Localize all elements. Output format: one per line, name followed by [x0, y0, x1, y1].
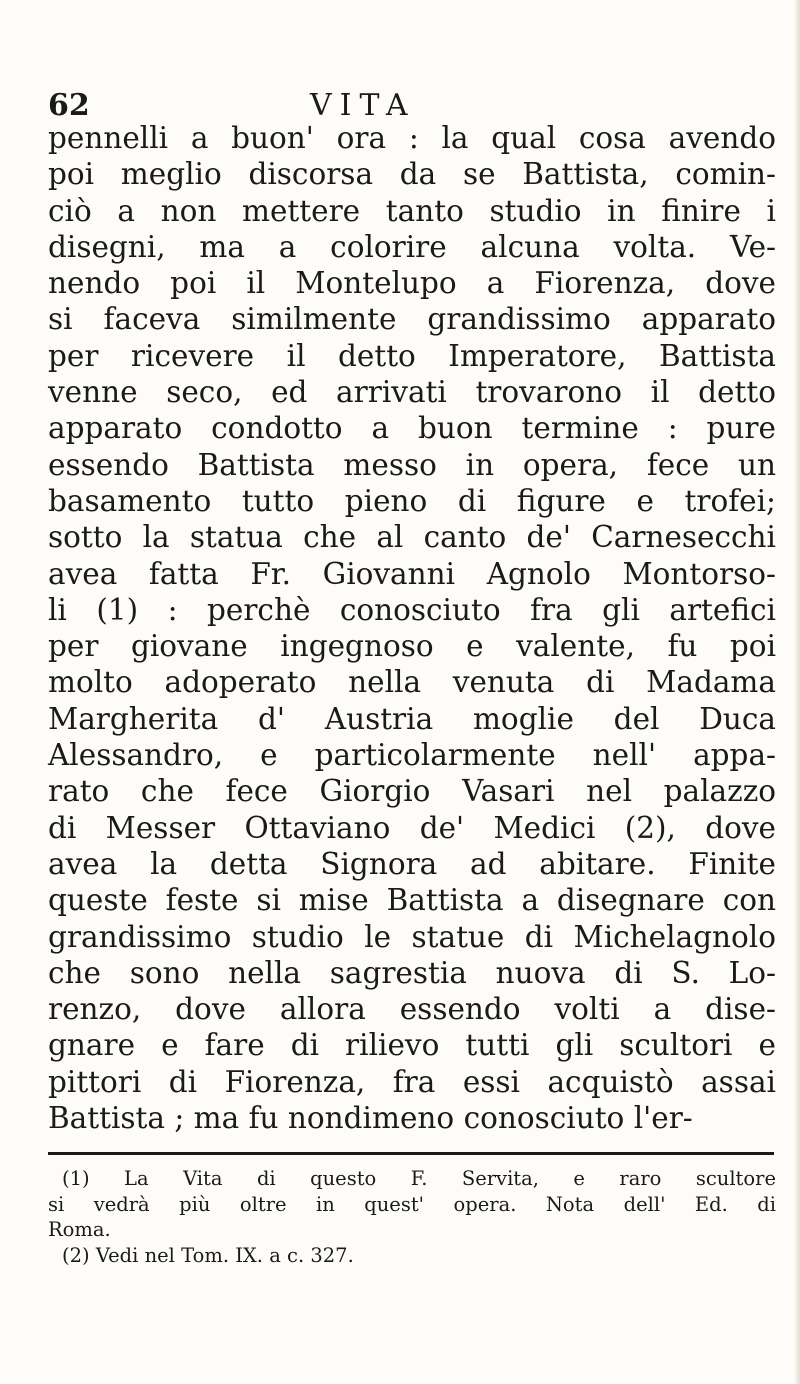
text-line: basamento tutto pieno di figure e trofei;: [48, 483, 776, 518]
page-edge: [794, 0, 800, 1384]
text-line: Battista ; ma fu nondimeno conosciuto l'er-: [48, 1101, 693, 1136]
text-line: avea fatta Fr. Giovanni Agnolo Montorso-: [48, 556, 776, 591]
text-line: essendo Battista messo in opera, fece un: [48, 447, 776, 482]
text-line: per ricevere il detto Imperatore, Battista: [48, 338, 776, 373]
footnote-2: [48, 1243, 776, 1269]
text-line: ciò a non mettere tanto studio in finire i: [48, 193, 776, 228]
footnote-1: [48, 1166, 776, 1243]
page-number: 62: [48, 88, 90, 123]
text-line: per giovane ingegnoso e valente, fu poi: [48, 629, 776, 664]
text-line: renzo, dove allora essendo volti a dise-: [48, 992, 776, 1027]
text-line: poi meglio discorsa da se Battista, comin-: [48, 157, 776, 192]
text-line: molto adoperato nella venuta di Madama: [48, 665, 776, 700]
text-line: avea la detta Signora ad abitare. Finite: [48, 846, 776, 881]
text-line: pittori di Fiorenza, fra essi acquistò assai: [48, 1064, 776, 1099]
running-title: VITA: [310, 88, 416, 123]
text-line: grandissimo studio le statue di Michelagnolo: [48, 919, 776, 954]
footnote-line: (1) La Vita di questo F. Servita, e raro scultore: [62, 1167, 776, 1190]
text-line: Margherita d' Austria moglie del Duca: [48, 701, 776, 736]
text-line: li (1) : perchè conosciuto fra gli artefici: [48, 592, 776, 627]
text-line: gnare e fare di rilievo tutti gli scultori e: [48, 1028, 776, 1063]
text-line: disegni, ma a colorire alcuna volta. Ve-: [48, 229, 776, 264]
footnote-line: (2) Vedi nel Tom. IX. a c. 327.: [62, 1243, 354, 1267]
text-line: rato che fece Giorgio Vasari nel palazzo: [48, 774, 776, 809]
text-line: pennelli a buon' ora : la qual cosa avendo: [48, 121, 776, 155]
text-line: nendo poi il Montelupo a Fiorenza, dove: [48, 266, 776, 301]
text-line: si faceva similmente grandissimo apparato: [48, 302, 776, 337]
text-line: apparato condotto a buon termine : pure: [48, 411, 776, 446]
text-line: venne seco, ed arrivati trovarono il detto: [48, 375, 776, 410]
text-line: che sono nella sagrestia nuova di S. Lo-: [48, 955, 776, 990]
text-line: Alessandro, e particolarmente nell' appa-: [48, 738, 776, 773]
text-line: queste feste si mise Battista a disegnare con: [48, 883, 776, 918]
body-text: [48, 120, 776, 1136]
footnote-divider: [48, 1152, 774, 1155]
text-line: di Messer Ottaviano de' Medici (2), dove: [48, 810, 776, 845]
footnotes: [48, 1166, 776, 1268]
text-line: sotto la statua che al canto de' Carnesecchi: [48, 520, 776, 555]
footnote-line: si vedrà più oltre in quest' opera. Nota dell' Ed. di: [48, 1192, 776, 1216]
footnote-line: Roma.: [48, 1218, 111, 1241]
